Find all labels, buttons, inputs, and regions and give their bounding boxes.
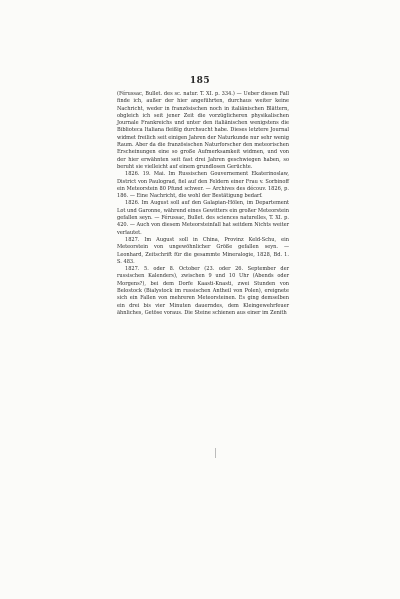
paragraph: 1826. 19. Mai. Im Russischen Gouvernement Ekaterinoslaw, District von Paulograd, fiel auf den Feldern einer Frau v. Sorbinoff ein Meteorstein 80 Pfund schwer. — Archives des découv. 1826, p. 186. — Eine Nachricht, die wohl der Bestätigung bedarf. [117, 171, 289, 200]
body-text [117, 91, 289, 317]
paragraph: (Férussac, Bullet. des sc. natur. T. XI. p. 334.) — Ueber diesen Fall finde ich, außer der hier angeführten, durchaus weiter keine Nachricht, weder in französischen noch in italiänischen Blättern, obgleich ich seit jener Zeit die vorzüglicheren physikalischen Journale Frankreichs und unter den italiänischen wenigstens die Biblioteca Italiana fleißig durchsucht habe. Dieses letztere Journal widmet freilich seit einigen Jahren der Naturkunde nur sehr wenig Raum. Aber da die französischen Naturforscher den meteorischen Erscheinungen eine so große Aufmerksamkeit widmen, und von der hier erwähnten seit fast drei Jahren geschwiegen haben, so beruht sie vielleicht auf einem grundlosen Gerüchte. [117, 91, 289, 170]
paragraph: 1827. 5. oder 8. October (23. oder 26. September der russischen Kalenders), zwischen 9 und 10 Uhr (Abends oder Morgens?), bei dem Dorfe Kaasti-Knasti, zwei Stunden von Belostock (Bialystock im russischen Antheil von Polen), ereignete sich ein Fallen von mehreren Meteorsteinen. Es ging demselben ein drei bis vier Minuten dauerndes, dem Kleingewehrfeuer ähnliches, Getöse voraus. Die Steine schienen aus einer im Zenith [117, 266, 289, 316]
pencil-mark [215, 448, 221, 458]
page-number: 185 [189, 76, 211, 86]
paragraph: 1827. Im August soll in China, Provinz Keld-Schu, ein Meteorstein von ungewöhnlicher Größe gefallen seyn. — Leonhard, Zeitschrift für die gesammte Mineralogie, 1828, Bd. 1. S. 483. [117, 236, 289, 265]
paragraph: 1826. Im August soll auf den Galapian-Hölen, im Departement Lot und Garonne, während eines Gewitters ein großer Meteorstein gefallen seyn. — Férussac, Bullet. des sciences naturelles, T. XI. p. 420. — Auch von diesem Meteorsteinfall hat seitdem Nichts weiter verlautet. [117, 200, 289, 236]
